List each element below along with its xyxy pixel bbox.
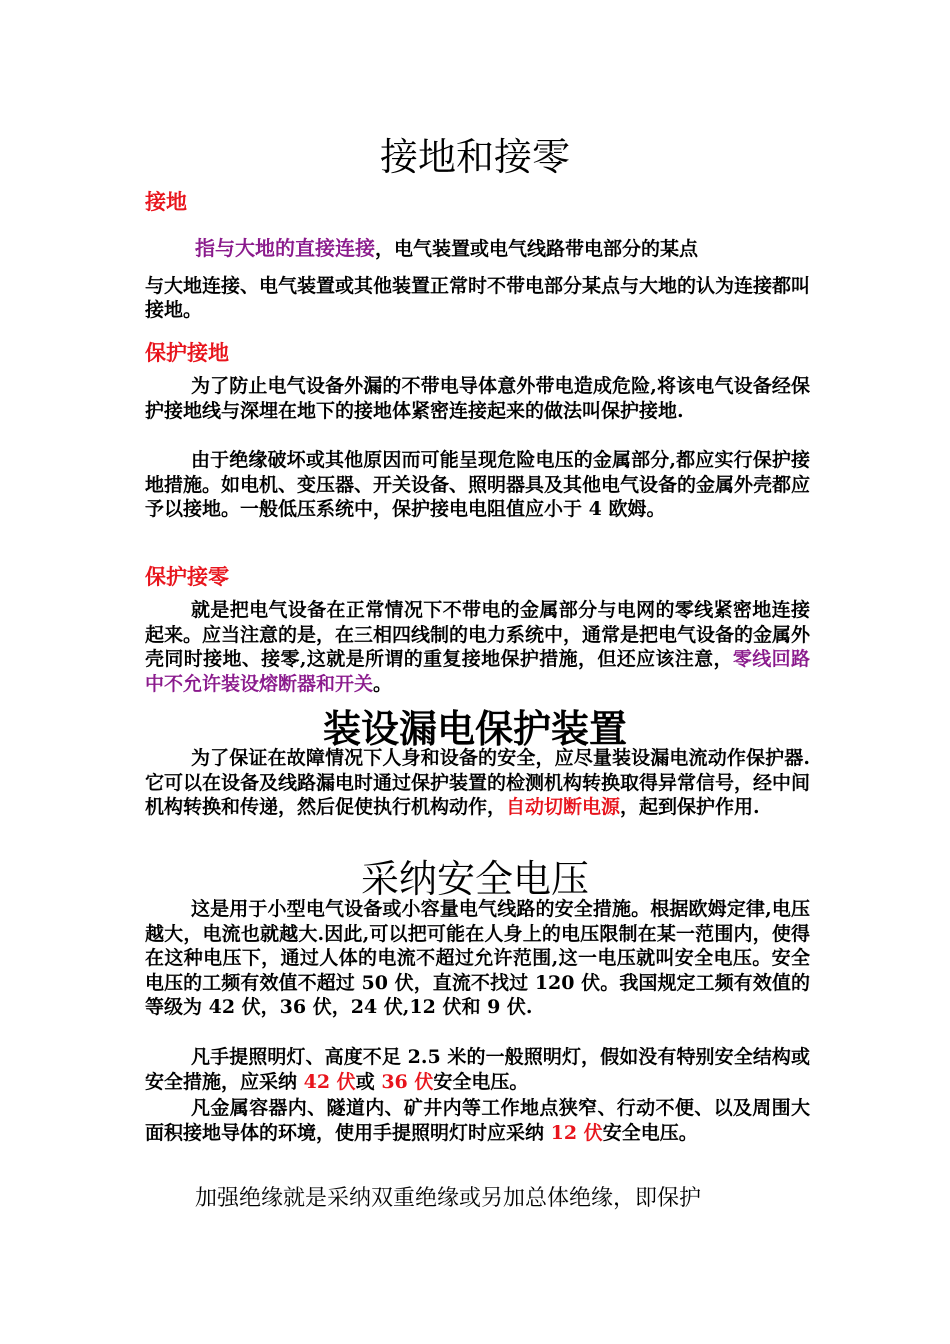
page-title: 接地和接零 bbox=[379, 135, 570, 179]
paragraph-safe-voltage-2 bbox=[145, 1045, 810, 1094]
paragraph-protective-grounding-2: 由于绝缘破坏或其他原因而可能呈现危险电压的金属部分,都应实行保护接地措施。如电机、变压器、开关设备、照明器具及其他电气设备的金属外壳都应予以接地。一般低压系统中，保护接电电阻值应小于 4 欧姆。 bbox=[145, 449, 811, 520]
safe-voltage-2-text-c: 安全电压。 bbox=[433, 1070, 529, 1093]
paragraph-jiedi bbox=[145, 236, 810, 323]
section-title-leakage: 装设漏电保护装置 bbox=[322, 706, 627, 751]
safe-voltage-2-text-a: 凡手提照明灯、高度不足 2.5 米的一般照明灯，假如没有特别安全结构或安全措施，应采纳 bbox=[145, 1046, 810, 1093]
jiedi-text-1: ，电气装置或电气线路带电部分的某点 bbox=[375, 238, 699, 260]
jiedi-text-2: 与大地连接、电气装置或其他装置正常时不带电部分某点与大地的认为连接都叫接地。 bbox=[145, 274, 811, 321]
paragraph-leakage bbox=[145, 746, 810, 820]
safe-voltage-3-text-a: 凡金属容器内、隧道内、矿井内等工作地点狭窄、行动不便、以及周围大面积接地导体的环境，使用手提照明灯时应采纳 bbox=[145, 1097, 810, 1144]
leakage-text-end: ，起到保护作用. bbox=[620, 796, 760, 818]
heading-protective-neutral: 保护接零 bbox=[145, 564, 229, 589]
highlight-direct-connection: 指与大地的直接连接 bbox=[195, 236, 375, 260]
voltage-42-highlight: 42 伏 bbox=[303, 1070, 356, 1093]
paragraph-reinforced-insulation: 加强绝缘就是采纳双重绝缘或另加总体绝缘，即保护 bbox=[195, 1186, 702, 1211]
safe-voltage-2-text-b: 或 bbox=[355, 1070, 382, 1093]
safe-voltage-3-text-b: 安全电压。 bbox=[602, 1121, 698, 1144]
heading-protective-grounding: 保护接地 bbox=[145, 340, 229, 365]
voltage-12-highlight: 12 伏 bbox=[550, 1121, 603, 1144]
neutral-text: 就是把电气设备在正常情况下不带电的金属部分与电网的零线紧密地连接起来。应当注意的是，在三相四线制的电力系统中，通常是把电气设备的金属外壳同时接地、接零,这就是所谓的重复接地保护措施，但还应该注意， bbox=[145, 599, 811, 670]
paragraph-safe-voltage-3 bbox=[145, 1096, 810, 1145]
heading-jiedi: 接地 bbox=[145, 189, 187, 214]
paragraph-safe-voltage-1: 这是用于小型电气设备或小容量电气线路的安全措施。根据欧姆定律,电压越大，电流也就越大.因此,可以把可能在人身上的电压限制在某一范围内，使得在这种电压下，通过人体的电流不超过允许范围,这一电压就叫安全电压。安全电压的工频有效值不超过 50 伏，直流不找过 120 伏。我国规定工频有效值的等级为 42 伏，36 伏，24 伏,12 伏和 9 伏. bbox=[145, 898, 810, 1018]
neutral-text-end: 。 bbox=[373, 672, 393, 695]
auto-cutoff-highlight: 自动切断电源 bbox=[506, 796, 621, 818]
paragraph-protective-grounding-1: 为了防止电气设备外漏的不带电导体意外带电造成危险,将该电气设备经保护接地线与深埋在地下的接地体紧密连接起来的做法叫保护接地. bbox=[145, 375, 810, 422]
neutral-warning-highlight: 零线回路中不允许装设熔断器和开关 bbox=[145, 648, 810, 695]
leakage-text: 为了保证在故障情况下人身和设备的安全，应尽量装设漏电流动作保护器.它可以在设备及线路漏电时通过保护装置的检测机构转换取得异常信号，经中间机构转换和传递，然后促使执行机构动作， bbox=[145, 747, 811, 818]
paragraph-protective-neutral bbox=[145, 598, 810, 696]
voltage-36-highlight: 36 伏 bbox=[381, 1070, 434, 1093]
section-title-safe-voltage: 采纳安全电压 bbox=[360, 857, 589, 901]
